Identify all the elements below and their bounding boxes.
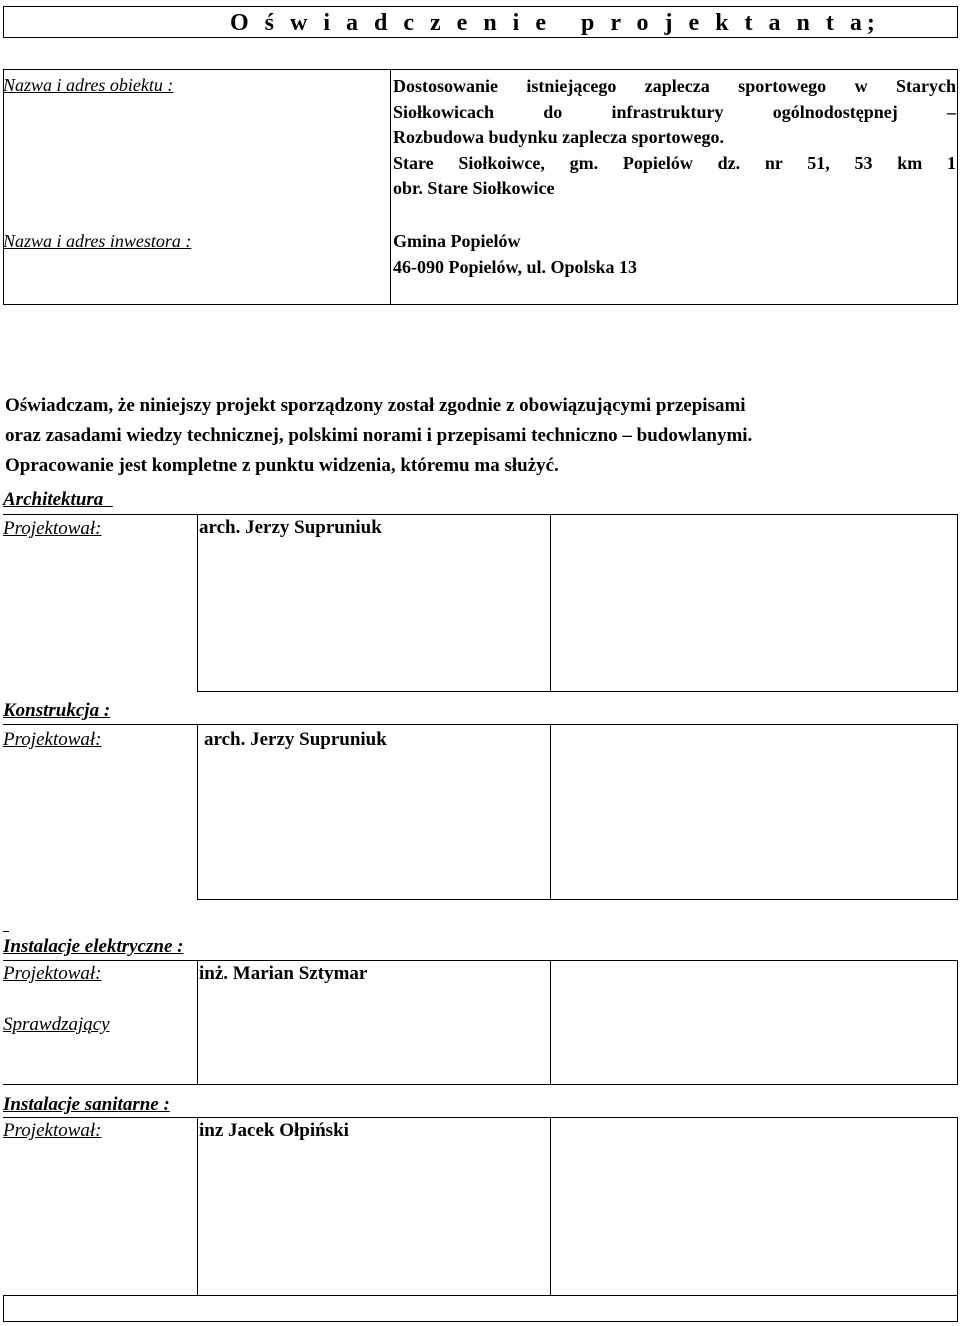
construction-designed-label: Projektował: (3, 729, 102, 750)
section-sanitary-divider-1 (197, 1117, 198, 1296)
object-label: Nazwa i adres obiektu : (3, 75, 174, 95)
section-electrical-bottom-rule (3, 1084, 958, 1085)
architecture-designed-label: Projektował: (3, 518, 102, 539)
investor-label: Nazwa i adres inwestora : (3, 231, 192, 251)
section-electrical-top-rule (3, 960, 958, 961)
section-architecture-bottom-rule (197, 691, 958, 692)
section-construction-right-border (957, 724, 958, 900)
object-table-divider (390, 69, 391, 305)
section-electrical-divider-1 (197, 960, 198, 1085)
section-sanitary-title: Instalacje sanitarne : (3, 1094, 170, 1115)
declaration-text (5, 391, 752, 481)
investor-name: Gmina Popielów (393, 231, 521, 251)
title-right: p r o j e k t a n t a; (580, 10, 880, 36)
page-title (3, 6, 958, 38)
stray-mark (3, 931, 9, 932)
section-construction-top-rule (3, 724, 958, 725)
section-architecture-divider-1 (197, 514, 198, 692)
section-electrical-divider-2 (550, 960, 551, 1085)
section-architecture-top-rule (3, 514, 958, 515)
electrical-checker-label: Sprawdzający (3, 1014, 110, 1035)
section-electrical-right-border (957, 960, 958, 1085)
object-line: Siołkowicach do infrastruktury ogólnodostępnej – (393, 101, 956, 122)
electrical-designed-label: Projektował: (3, 963, 102, 984)
section-construction-bottom-rule (197, 899, 958, 900)
sanitary-designed-label: Projektował: (3, 1120, 102, 1141)
object-line: Dostosowanie istniejącego zaplecza sportowego w Starych (393, 76, 956, 96)
architecture-designer: arch. Jerzy Supruniuk (199, 517, 382, 538)
page-bottom-frame (3, 1295, 958, 1322)
title-left: O ś w i a d c z e n i e (230, 10, 551, 36)
section-construction-title: Konstrukcja : (3, 700, 111, 721)
declaration-line: oraz zasadami wiedzy technicznej, polskimi norami i przepisami techniczno – budowlanymi. (5, 425, 753, 446)
construction-designer: arch. Jerzy Supruniuk (204, 729, 387, 750)
declaration-line: Oświadczam, że niniejszy projekt sporządzony został zgodnie z obowiązującymi przepisami (5, 395, 746, 416)
section-architecture-divider-2 (550, 514, 551, 692)
object-line: obr. Stare Siołkowice (393, 178, 555, 198)
section-architecture-title: Architektura (3, 489, 104, 510)
section-sanitary-right-border (957, 1117, 958, 1296)
object-description (393, 74, 956, 202)
sanitary-designer: inz Jacek Ołpiński (199, 1120, 349, 1141)
section-construction-divider-2 (550, 724, 551, 900)
object-line: Rozbudowa budynku zaplecza sportowego. (393, 127, 725, 147)
declaration-line: Opracowanie jest kompletne z punktu widzenia, któremu ma służyć. (5, 455, 559, 476)
section-construction-divider-1 (197, 724, 198, 900)
investor-address: 46-090 Popielów, ul. Opolska 13 (393, 257, 638, 277)
section-electrical-title: Instalacje elektryczne : (3, 936, 184, 957)
section-architecture-right-border (957, 514, 958, 692)
object-line: Stare Siołkoiwce, gm. Popielów dz. nr 51, 53 km 1 (393, 152, 956, 173)
section-sanitary-top-rule (3, 1117, 958, 1118)
electrical-designer: inż. Marian Sztymar (199, 963, 368, 984)
section-sanitary-divider-2 (550, 1117, 551, 1296)
